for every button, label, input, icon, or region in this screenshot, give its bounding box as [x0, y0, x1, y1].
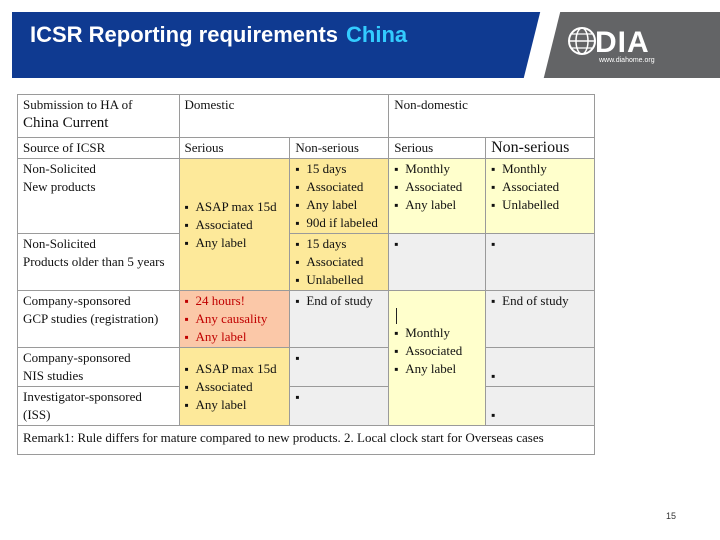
- dom-serious-top-cell: [179, 159, 290, 291]
- row4-label: [18, 348, 180, 387]
- row4-nd-nonserious: [486, 348, 595, 387]
- row3-nd-nonserious: [486, 291, 595, 348]
- list-item: ▪ Monthly: [394, 324, 480, 342]
- row2-nd-nonserious: [486, 234, 595, 291]
- remark-row: [18, 426, 595, 455]
- row1-nd-serious: [389, 159, 486, 234]
- table-row: [18, 234, 595, 291]
- row5-label-line2: (ISS): [23, 407, 51, 422]
- row5-dom-nonserious: [290, 387, 389, 426]
- row3-label: [18, 291, 180, 348]
- icsr-requirements-table: [17, 94, 595, 455]
- table-row: [18, 348, 595, 387]
- list-item: ▪ Unlabelled: [295, 271, 383, 289]
- list-item: ▪ Associated: [491, 178, 589, 196]
- list-item: ▪ Associated: [295, 178, 383, 196]
- remark-text: Remark1: Rule differs for mature compared to new products. 2. Local clock start for Overseas cases: [18, 426, 595, 455]
- list-item: ▪ Monthly: [491, 160, 589, 178]
- list-item: ▪ End of study: [491, 292, 589, 310]
- row1-label-line2: New products: [23, 179, 96, 194]
- row1-dom-nonserious: [290, 159, 389, 234]
- header-source: Source of ICSR: [18, 138, 180, 159]
- slide-title: [30, 22, 407, 48]
- row2-label: [18, 234, 180, 291]
- title-banner-blue: [12, 12, 544, 78]
- header-dom-serious: Serious: [179, 138, 290, 159]
- row2-nd-serious: [389, 234, 486, 291]
- row1-label: [18, 159, 180, 234]
- list-item: ▪ End of study: [295, 292, 383, 310]
- dom-serious-bottom-cell: [179, 348, 290, 426]
- header-domestic: Domestic: [179, 95, 389, 138]
- list-item: ▪ ASAP max 15d: [185, 360, 285, 378]
- list-item: ▪ Associated: [295, 253, 383, 271]
- list-item: ▪ Associated: [185, 216, 285, 234]
- row4-label-line2: NIS studies: [23, 368, 84, 383]
- list-item: ▪ ASAP max 15d: [185, 198, 285, 216]
- list-item: ▪ Any label: [394, 360, 480, 378]
- row5-nd-nonserious: [486, 387, 595, 426]
- header-non-domestic: Non-domestic: [389, 95, 595, 138]
- row2-label-line2: Products older than 5 years: [23, 254, 165, 269]
- list-item: ▪ Monthly: [394, 160, 480, 178]
- table-row: [18, 387, 595, 426]
- list-item: ▪ Any label: [185, 234, 285, 252]
- header-nd-nonserious: Non-serious: [486, 138, 595, 159]
- row4-label-line1: Company-sponsored: [23, 350, 131, 365]
- logo-text: DIA: [595, 26, 650, 59]
- list-item: ▪ Associated: [185, 378, 285, 396]
- list-item: ▪ Any label: [185, 396, 285, 414]
- table-header-row-1: [18, 95, 595, 138]
- row5-label-line1: Investigator-sponsored: [23, 389, 142, 404]
- header-dom-nonserious: Non-serious: [290, 138, 389, 159]
- row3-dom-nonserious: [290, 291, 389, 348]
- list-item: ▪ 24 hours!: [185, 292, 285, 310]
- table-row: [18, 291, 595, 348]
- row3-dom-serious: [179, 291, 290, 348]
- title-accent: China: [346, 22, 408, 47]
- row5-label: [18, 387, 180, 426]
- header-submission-line2: China Current: [23, 115, 109, 131]
- title-main: ICSR Reporting requirements: [30, 22, 339, 47]
- nd-serious-bottom-cell: [389, 291, 486, 426]
- logo-url: www.diahome.org: [599, 57, 655, 64]
- list-item: ▪ Unlabelled: [491, 196, 589, 214]
- text-cursor: [396, 308, 397, 324]
- list-item: ▪ 15 days: [295, 160, 383, 178]
- list-item: ▪ Any causality: [185, 310, 285, 328]
- table-row: [18, 159, 595, 234]
- page-number: 15: [666, 511, 677, 521]
- header-submission-line1: Submission to HA of: [23, 97, 133, 112]
- list-item: ▪ Associated: [394, 178, 480, 196]
- row3-label-line2: GCP studies (registration): [23, 311, 159, 326]
- list-item: ▪ Any label: [394, 196, 480, 214]
- row2-dom-nonserious: [290, 234, 389, 291]
- row3-label-line1: Company-sponsored: [23, 293, 131, 308]
- header-nd-serious: Serious: [389, 138, 486, 159]
- row2-label-line1: Non-Solicited: [23, 236, 96, 251]
- list-item: ▪ 15 days: [295, 235, 383, 253]
- globe-icon: [567, 26, 597, 56]
- row1-label-line1: Non-Solicited: [23, 161, 96, 176]
- header-submission: [18, 95, 180, 138]
- row1-nd-nonserious: [486, 159, 595, 234]
- list-item: ▪ Any label: [185, 328, 285, 346]
- list-item: ▪ Associated: [394, 342, 480, 360]
- dia-logo: [565, 28, 695, 70]
- list-item: ▪ Any label: [295, 196, 383, 214]
- table-header-row-2: [18, 138, 595, 159]
- row4-dom-nonserious: [290, 348, 389, 387]
- list-item: ▪ 90d if labeled: [295, 214, 383, 232]
